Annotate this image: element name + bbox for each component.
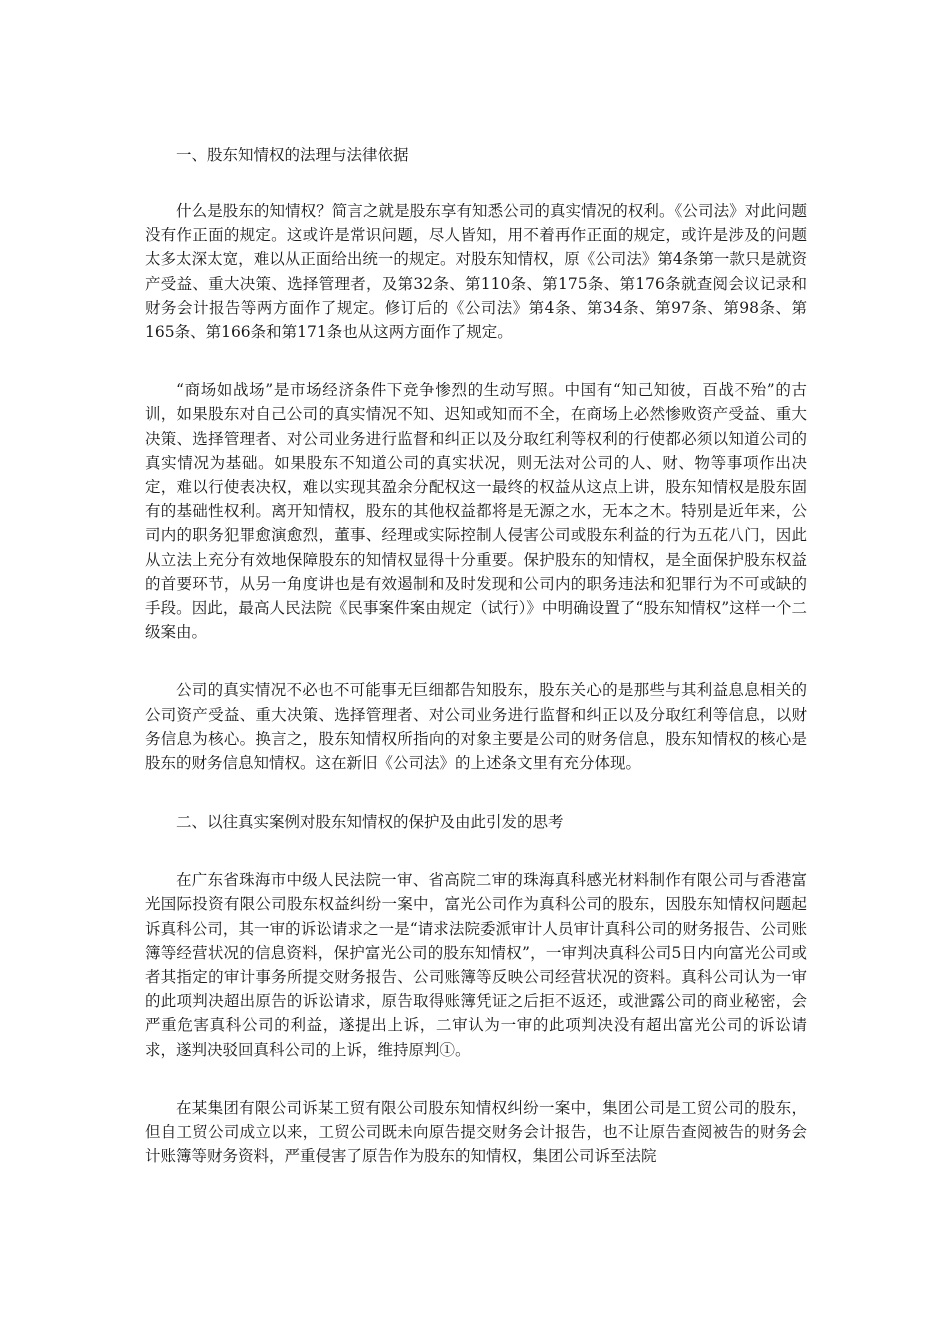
section-heading-2: 二、以往真实案例对股东知情权的保护及由此引发的思考 (176, 813, 564, 832)
paragraph-5: 在某集团有限公司诉某工贸有限公司股东知情权纠纷一案中，集团公司是工贸公司的股东，但自工贸公司成立以来，工贸公司既未向原告提交财务会计报告，也不让原告查阅被告的财务会计账簿等财务资料，严重侵害了原告作为股东的知情权，集团公司诉至法院 (145, 1098, 807, 1166)
paragraph-3: 公司的真实情况不必也不可能事无巨细都告知股东，股东关心的是那些与其利益息息相关的公司资产受益、重大决策、选择管理者、对公司业务进行监督和纠正以及分取红利等信息，以财务信息为核心。换言之，股东知情权所指向的对象主要是公司的财务信息，股东知情权的核心是股东的财务信息知情权。这在新旧《公司法》的上述条文里有充分体现。 (145, 681, 807, 773)
document-page (145, 143, 807, 1169)
paragraph-2: “商场如战场”是市场经济条件下竞争惨烈的生动写照。中国有“知己知彼，百战不殆”的古训，如果股东对自己公司的真实情况不知、迟知或知而不全，在商场上必然惨败资产受益、重大决策、选择管理者、对公司业务进行监督和纠正以及分取红利等权利的行使都必须以知道公司的真实情况为基础。如果股东不知道公司的真实状况，则无法对公司的人、财、物等事项作出决定，难以行使表决权，难以实现其盈余分配权这一最终的权益从这点上讲，股东知情权是股东固有的基础性权利。离开知情权，股东的其他权益都将是无源之水，无本之木。特别是近年来，公司内的职务犯罪愈演愈烈，董事、经理或实际控制人侵害公司或股东利益的行为五花八门，因此从立法上充分有效地保障股东的知情权显得十分重要。保护股东的知情权，是全面保护股东权益的首要环节，从另一角度讲也是有效遏制和及时发现和公司内的职务违法和犯罪行为不可或缺的手段。因此，最高人民法院《民事案件案由规定（试行）》中明确设置了“股东知情权”这样一个二级案由。 (145, 381, 807, 642)
paragraph-4: 在广东省珠海市中级人民法院一审、省高院二审的珠海真科感光材料制作有限公司与香港富光国际投资有限公司股东权益纠纷一案中，富光公司作为真科公司的股东，因股东知情权问题起诉真科公司，其一审的诉讼请求之一是“请求法院委派审计人员审计真科公司的财务报告、公司账簿等经营状况的信息资料，保护富光公司的股东知情权”，一审判决真科公司5日内向富光公司或者其指定的审计事务所提交财务报告、公司账簿等反映公司经营状况的资料。真科公司认为一审的此项判决超出原告的诉讼请求，原告取得账簿凭证之后拒不返还，或泄露公司的商业秘密，会严重危害真科公司的利益，遂提出上诉，二审认为一审的此项判决没有超出富光公司的诉讼请求，遂判决驳回真科公司的上诉，维持原判①。 (145, 871, 807, 1059)
section-heading-1: 一、股东知情权的法理与法律依据 (176, 146, 409, 164)
paragraph-1: 什么是股东的知情权？简言之就是股东享有知悉公司的真实情况的权利。《公司法》对此问题没有作正面的规定。这或许是常识问题，尽人皆知，用不着再作正面的规定，或许是涉及的问题太多太深太宽，难以从正面给出统一的规定。对股东知情权，原《公司法》第4条第一款只是就资产受益、重大决策、选择管理者，及第32条、第110条、第175条、第176条就查阅会议记录和财务会计报告等两方面作了规定。修订后的《公司法》第4条、第34条、第97条、第98条、第165条、第166条和第171条也从这两方面作了规定。 (145, 202, 807, 342)
